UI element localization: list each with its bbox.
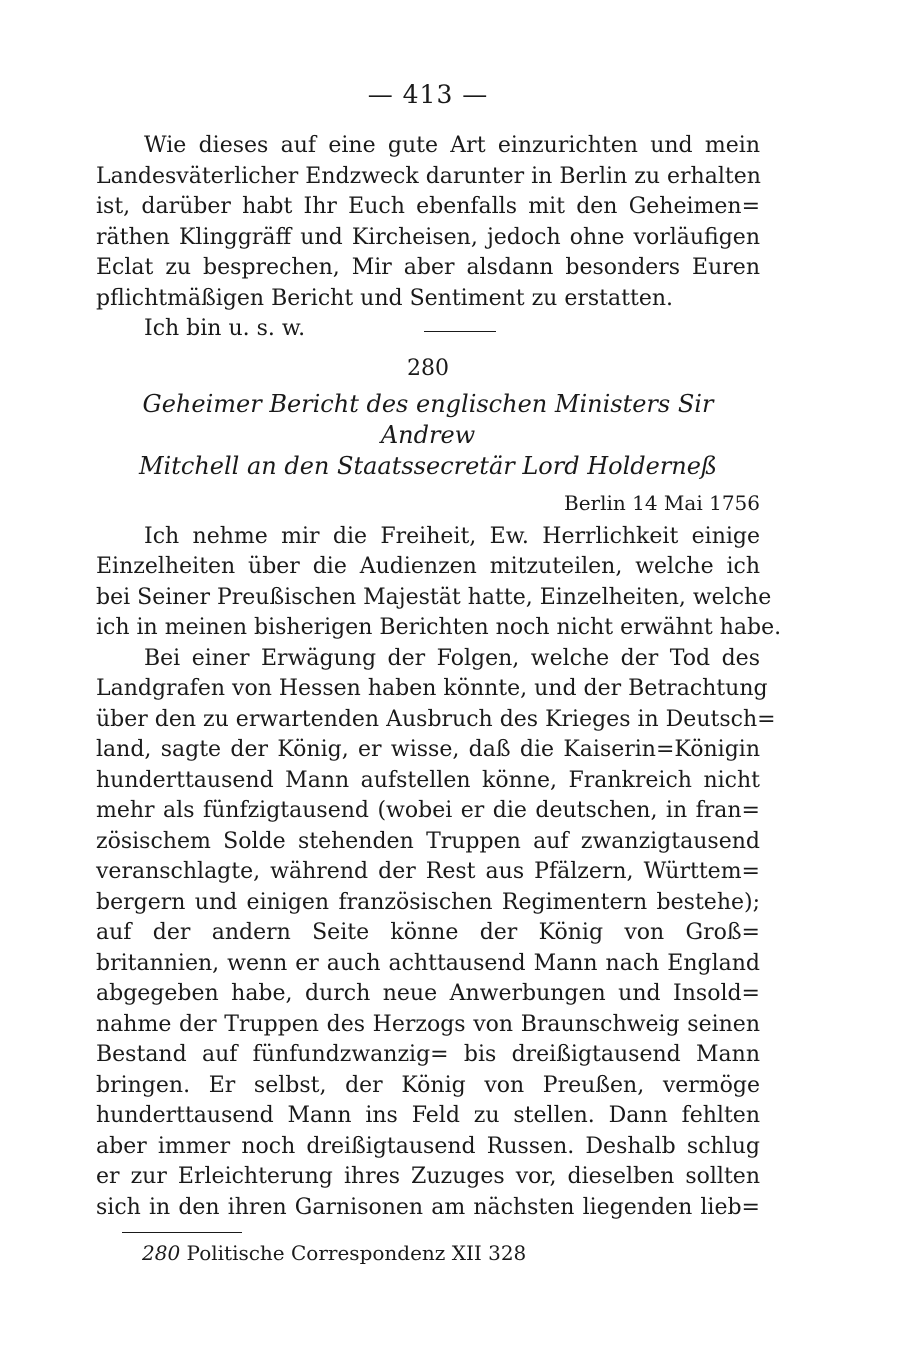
text-line: britannien, wenn er auch achttausend Mann nach England bbox=[96, 950, 760, 976]
page bbox=[96, 80, 782, 1223]
text-line: über den zu erwartenden Ausbruch des Krieges in Deutsch= bbox=[96, 706, 776, 732]
text-line: abgegeben habe, durch neue Anwerbungen und Insold= bbox=[96, 981, 760, 1006]
text-line: auf der andern Seite könne der König von Groß= bbox=[96, 920, 760, 945]
text-line: räthen Klinggräff und Kircheisen, jedoch ohne vorläufigen bbox=[96, 224, 760, 250]
text-line: ist, darüber habt Ihr Euch ebenfalls mit den Geheimen= bbox=[96, 194, 760, 219]
footnote bbox=[142, 1239, 526, 1267]
text-line: mehr als fünfzigtausend (wobei er die deutschen, in fran= bbox=[96, 798, 760, 823]
heading-line: Geheimer Bericht des englischen Ministers Sir Andrew bbox=[142, 389, 714, 449]
text-line: Landesväterlicher Endzweck darunter in Berlin zu erhalten bbox=[96, 163, 761, 189]
text-line: hunderttausend Mann aufstellen könne, Frankreich nicht bbox=[96, 767, 760, 793]
text-line: Landgrafen von Hessen haben könnte, und der Betrachtung bbox=[96, 676, 768, 701]
text-line: er zur Erleichterung ihres Zuzuges vor, dieselben sollten bbox=[96, 1164, 760, 1189]
dateline: Berlin 14 Mai 1756 bbox=[564, 490, 760, 515]
text-line: aber immer noch dreißigtausend Russen. Deshalb schlug bbox=[96, 1133, 760, 1159]
paragraph-1 bbox=[96, 522, 782, 644]
text-line: land, sagte der König, er wisse, daß die Kaiserin=Königin bbox=[96, 737, 760, 762]
section-divider bbox=[424, 331, 496, 332]
document-number: 280 bbox=[407, 355, 449, 381]
text-line: bringen. Er selbst, der König von Preußen, vermöge bbox=[96, 1072, 760, 1098]
text-line: zösischem Solde stehenden Truppen auf zwanzigtausend bbox=[96, 828, 760, 854]
text-line: pflichtmäßigen Bericht und Sentiment zu erstatten. bbox=[96, 285, 673, 311]
text-line: ich in meinen bisherigen Berichten noch nicht erwähnt habe. bbox=[96, 615, 782, 640]
closing-formula: Ich bin u. s. w. bbox=[144, 316, 306, 341]
text-line: Eclat zu besprechen, Mir aber alsdann besonders Euren bbox=[96, 255, 760, 280]
text-line: hunderttausend Mann ins Feld zu stellen. Dann fehlten bbox=[96, 1103, 760, 1128]
footnote-number: 280 bbox=[142, 1241, 181, 1265]
footnote-text: Politische Correspondenz XII 328 bbox=[186, 1241, 527, 1265]
text-line: Bei einer Erwägung der Folgen, welche der Tod des bbox=[144, 645, 760, 671]
text-line: veranschlagte, während der Rest aus Pfälzern, Württem= bbox=[96, 859, 760, 884]
text-line: nahme der Truppen des Herzogs von Braunschweig seinen bbox=[96, 1011, 760, 1037]
paragraph-2 bbox=[96, 644, 776, 1224]
heading-line: Mitchell an den Staatssecretär Lord Holderneß bbox=[138, 451, 717, 480]
text-line: Ich nehme mir die Freiheit, Ew. Herrlichkeit einige bbox=[144, 523, 760, 549]
text-line: Bestand auf fünfundzwanzig= bis dreißigtausend Mann bbox=[96, 1042, 760, 1067]
text-line: bergern und einigen französischen Regimentern bestehe); bbox=[96, 889, 760, 915]
text-line: sich in den ihren Garnisonen am nächsten liegenden lieb= bbox=[96, 1194, 760, 1220]
document-heading bbox=[96, 389, 760, 482]
text-line: Wie dieses auf eine gute Art einzurichten und mein bbox=[144, 133, 760, 158]
footnote-divider bbox=[122, 1232, 242, 1233]
text-line: bei Seiner Preußischen Majestät hatte, Einzelheiten, welche bbox=[96, 584, 772, 610]
page-number: — 413 — bbox=[367, 80, 489, 109]
intro-paragraph bbox=[96, 131, 760, 314]
text-line: Einzelheiten über die Audienzen mitzuteilen, welche ich bbox=[96, 554, 760, 579]
